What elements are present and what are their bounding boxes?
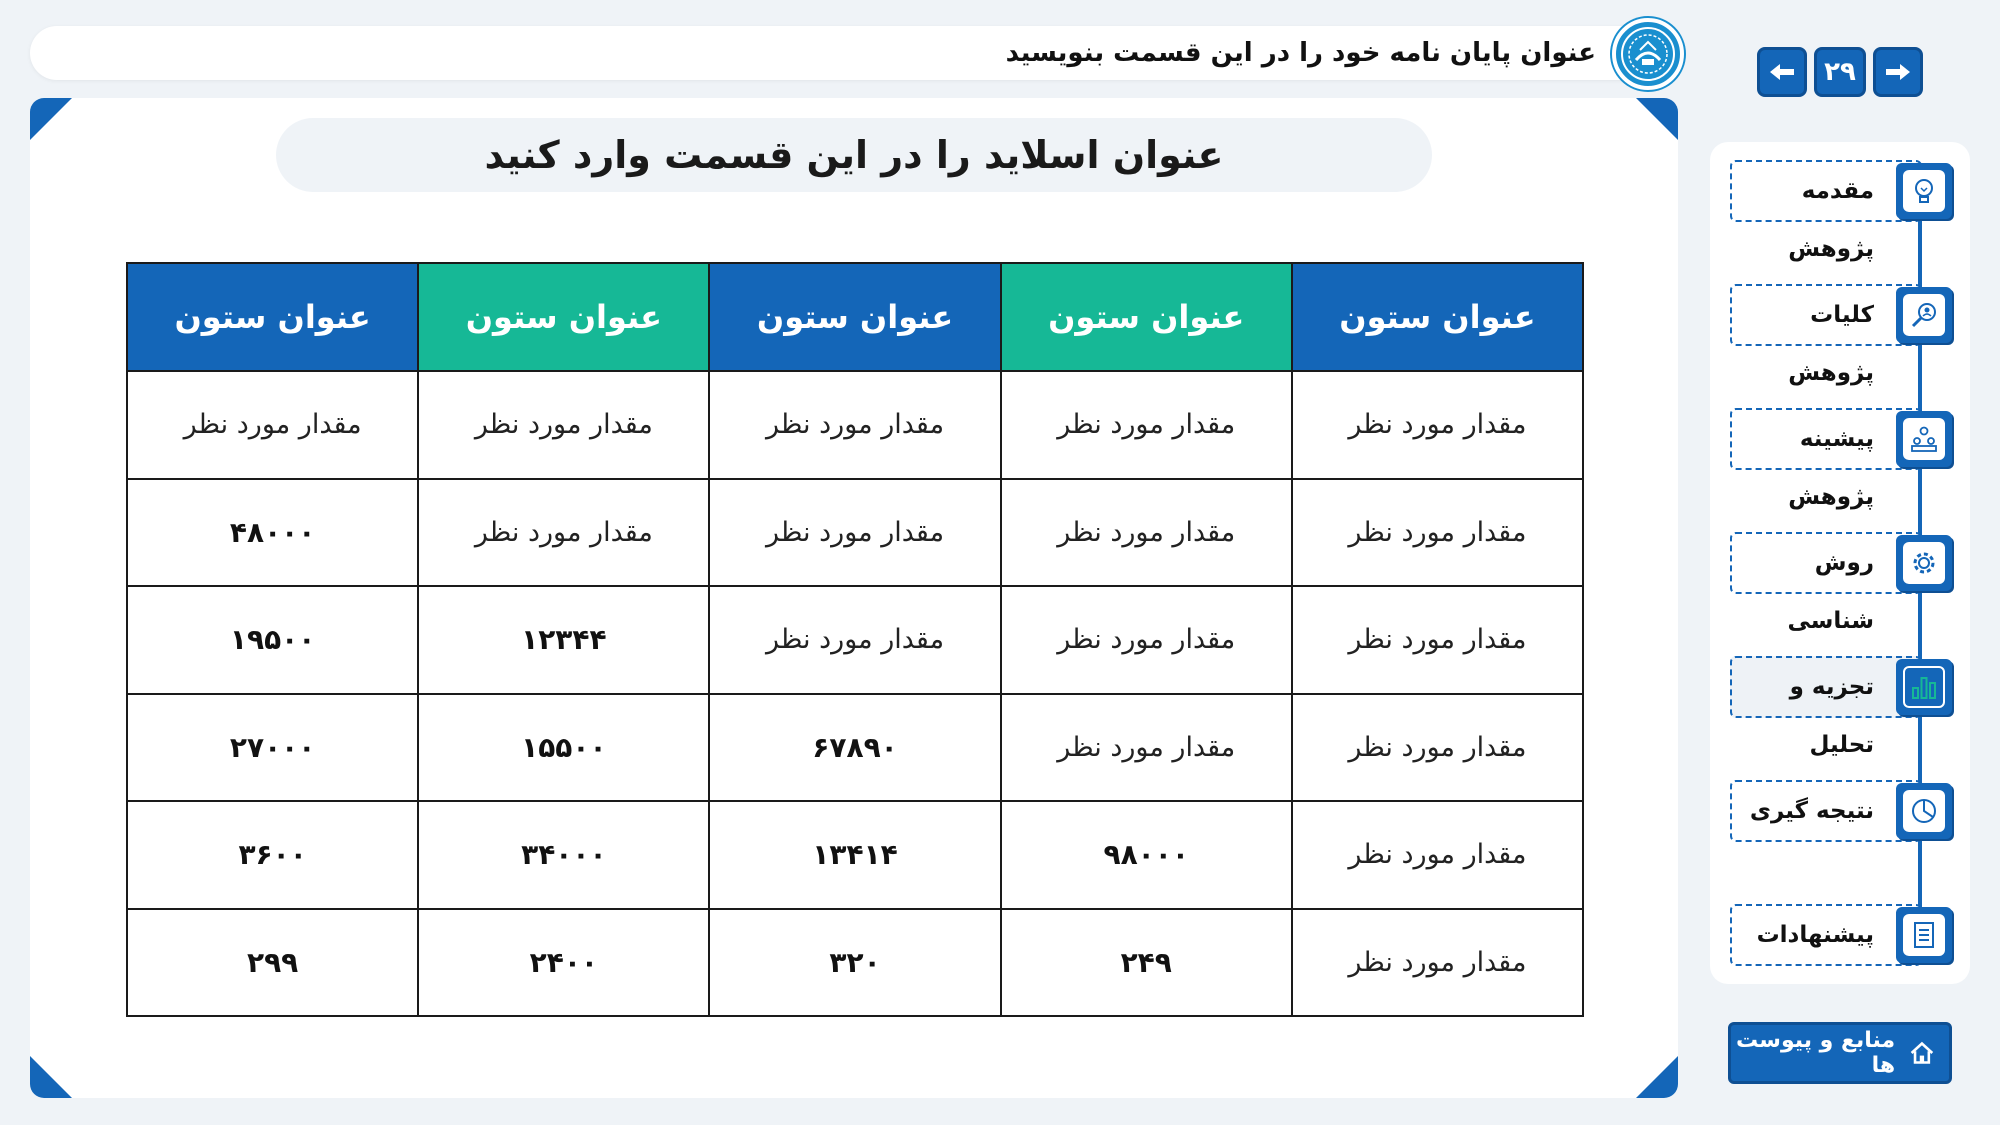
sidebar-item-label: پیشینه پژوهش — [1788, 426, 1874, 510]
lightbulb-icon[interactable] — [1896, 163, 1952, 219]
resources-button[interactable] — [1728, 1022, 1952, 1084]
table-row — [127, 586, 1583, 694]
prev-slide-button[interactable] — [1757, 47, 1807, 97]
table-cell: ۳۶۰۰ — [127, 801, 418, 909]
table-cell: مقدار مورد نظر — [709, 371, 1000, 479]
slide-panel — [30, 98, 1678, 1098]
table-cell: مقدار مورد نظر — [1292, 479, 1583, 587]
arrow-left-icon — [1768, 62, 1796, 82]
sidebar-item-literature[interactable] — [1730, 408, 1922, 510]
table-cell: ۳۴۰۰۰ — [418, 801, 709, 909]
table-cell: مقدار مورد نظر — [1001, 479, 1292, 587]
sidebar-item-analysis[interactable] — [1730, 656, 1922, 758]
table-cell: مقدار مورد نظر — [1292, 801, 1583, 909]
table-cell: مقدار مورد نظر — [1001, 586, 1292, 694]
table-cell: مقدار مورد نظر — [709, 586, 1000, 694]
table-cell: مقدار مورد نظر — [127, 371, 418, 479]
sidebar-item-overview[interactable] — [1730, 284, 1922, 386]
column-header: عنوان ستون — [1292, 263, 1583, 371]
table-cell: مقدار مورد نظر — [1001, 694, 1292, 802]
table-cell: ۴۸۰۰۰ — [127, 479, 418, 587]
slide-title: عنوان اسلاید را در این قسمت وارد کنید — [276, 118, 1432, 192]
table-cell: ۱۲۳۴۴ — [418, 586, 709, 694]
home-icon — [1909, 1039, 1935, 1067]
column-header: عنوان ستون — [127, 263, 418, 371]
table-cell: ۲۴۰۰ — [418, 909, 709, 1017]
university-logo — [1612, 18, 1684, 90]
table-cell: مقدار مورد نظر — [1292, 586, 1583, 694]
table-header-row — [127, 263, 1583, 371]
corner-decoration — [1636, 98, 1678, 140]
corner-decoration — [1636, 1056, 1678, 1098]
sidebar-item-label: روش شناسی — [1787, 550, 1874, 634]
sidebar-item-methodology[interactable] — [1730, 532, 1922, 634]
sidebar-item-conclusion[interactable] — [1730, 780, 1922, 842]
column-header: عنوان ستون — [418, 263, 709, 371]
table-cell: ۹۸۰۰۰ — [1001, 801, 1292, 909]
search-person-icon[interactable] — [1896, 287, 1952, 343]
table-row — [127, 801, 1583, 909]
corner-decoration — [30, 1056, 72, 1098]
table-cell: ۶۷۸۹۰ — [709, 694, 1000, 802]
bar-chart-icon[interactable] — [1896, 659, 1952, 715]
table-cell: ۲۷۰۰۰ — [127, 694, 418, 802]
column-header: عنوان ستون — [709, 263, 1000, 371]
data-table — [126, 262, 1584, 1017]
sidebar-item-label: نتیجه گیری — [1749, 798, 1874, 824]
sidebar-item-label: مقدمه پژوهش — [1788, 178, 1874, 262]
thesis-title: عنوان پایان نامه خود را در این قسمت بنویسید — [1005, 38, 1596, 68]
gear-icon[interactable] — [1896, 535, 1952, 591]
table-cell: مقدار مورد نظر — [1292, 371, 1583, 479]
table-row — [127, 694, 1583, 802]
table-cell: ۱۹۵۰۰ — [127, 586, 418, 694]
table-cell: مقدار مورد نظر — [418, 479, 709, 587]
sidebar-item-label: تجزیه و تحلیل — [1789, 674, 1874, 758]
pie-chart-icon[interactable] — [1896, 783, 1952, 839]
resources-label: منابع و پیوست ها — [1736, 1028, 1896, 1078]
sidebar-item-label: پیشنهادات — [1756, 922, 1874, 948]
table-row — [127, 479, 1583, 587]
document-icon[interactable] — [1896, 907, 1952, 963]
column-header: عنوان ستون — [1001, 263, 1292, 371]
table-cell: ۲۹۹ — [127, 909, 418, 1017]
table-cell: مقدار مورد نظر — [709, 479, 1000, 587]
sidebar-item-suggestions[interactable] — [1730, 904, 1922, 966]
sidebar-item-introduction[interactable] — [1730, 160, 1922, 262]
table-cell: مقدار مورد نظر — [1001, 371, 1292, 479]
arrow-right-icon — [1884, 62, 1912, 82]
table-cell: مقدار مورد نظر — [418, 371, 709, 479]
table-cell: ۲۴۹ — [1001, 909, 1292, 1017]
table-cell: ۳۲۰ — [709, 909, 1000, 1017]
people-group-icon[interactable] — [1896, 411, 1952, 467]
next-slide-button[interactable] — [1873, 47, 1923, 97]
table-cell: مقدار مورد نظر — [1292, 694, 1583, 802]
table-row — [127, 371, 1583, 479]
header-bar — [30, 26, 1680, 80]
table-cell: ۱۵۵۰۰ — [418, 694, 709, 802]
page-number-badge: ۲۹ — [1814, 47, 1866, 97]
corner-decoration — [30, 98, 72, 140]
table-cell: مقدار مورد نظر — [1292, 909, 1583, 1017]
sidebar-item-label: کلیات پژوهش — [1788, 302, 1874, 386]
table-cell: ۱۳۴۱۴ — [709, 801, 1000, 909]
table-row — [127, 909, 1583, 1017]
